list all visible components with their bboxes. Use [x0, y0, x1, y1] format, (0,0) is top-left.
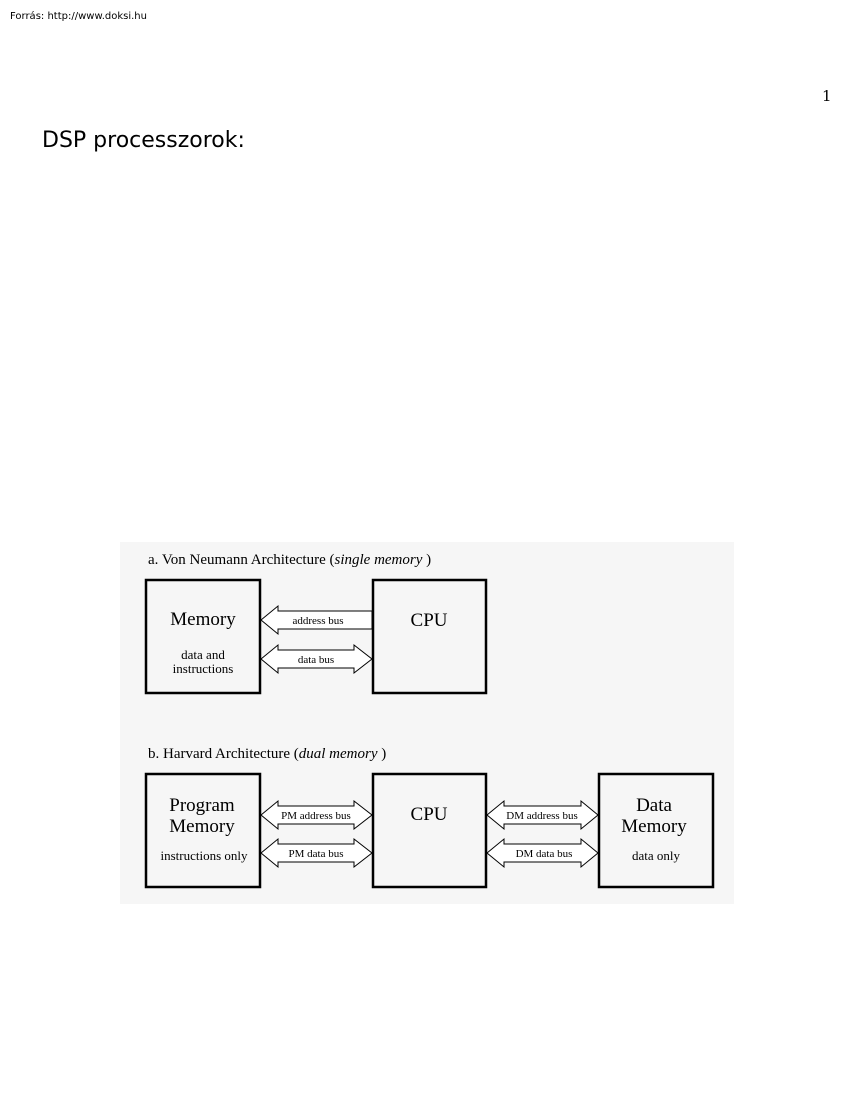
cpu-label: CPU — [410, 610, 448, 631]
address-bus-label: address bus — [292, 615, 344, 627]
program-memory-title-1: Program — [169, 795, 235, 816]
harvard-caption: b. Harvard Architecture (dual memory ) — [148, 746, 387, 762]
program-memory-sub: instructions only — [160, 848, 248, 863]
memory-title: Memory — [170, 609, 236, 630]
cpu-box — [373, 580, 486, 693]
dm-data-bus-label: DM data bus — [515, 848, 573, 860]
dm-address-bus-label: DM address bus — [506, 810, 578, 822]
data-memory-title-1: Data — [636, 795, 672, 816]
architecture-figure — [120, 542, 734, 904]
pm-address-bus-label: PM address bus — [281, 810, 351, 822]
data-memory-sub: data only — [631, 848, 681, 863]
data-memory-title-2: Memory — [621, 816, 687, 837]
page-title: DSP processzorok: — [42, 128, 245, 153]
page-number: 1 — [822, 87, 832, 105]
pm-data-bus-label: PM data bus — [288, 848, 344, 860]
program-memory-title-2: Memory — [169, 816, 235, 837]
memory-sub-1: data and — [181, 647, 225, 662]
architecture-diagram — [120, 542, 734, 904]
von-neumann-caption: a. Von Neumann Architecture (single memory ) — [148, 552, 432, 568]
harvard-cpu-box — [373, 774, 486, 887]
harvard-cpu-label: CPU — [410, 804, 448, 825]
source-link[interactable]: Forrás: http://www.doksi.hu — [10, 11, 147, 22]
memory-box — [146, 580, 260, 693]
data-bus-label: data bus — [297, 654, 335, 666]
memory-sub-2: instructions — [172, 661, 234, 676]
